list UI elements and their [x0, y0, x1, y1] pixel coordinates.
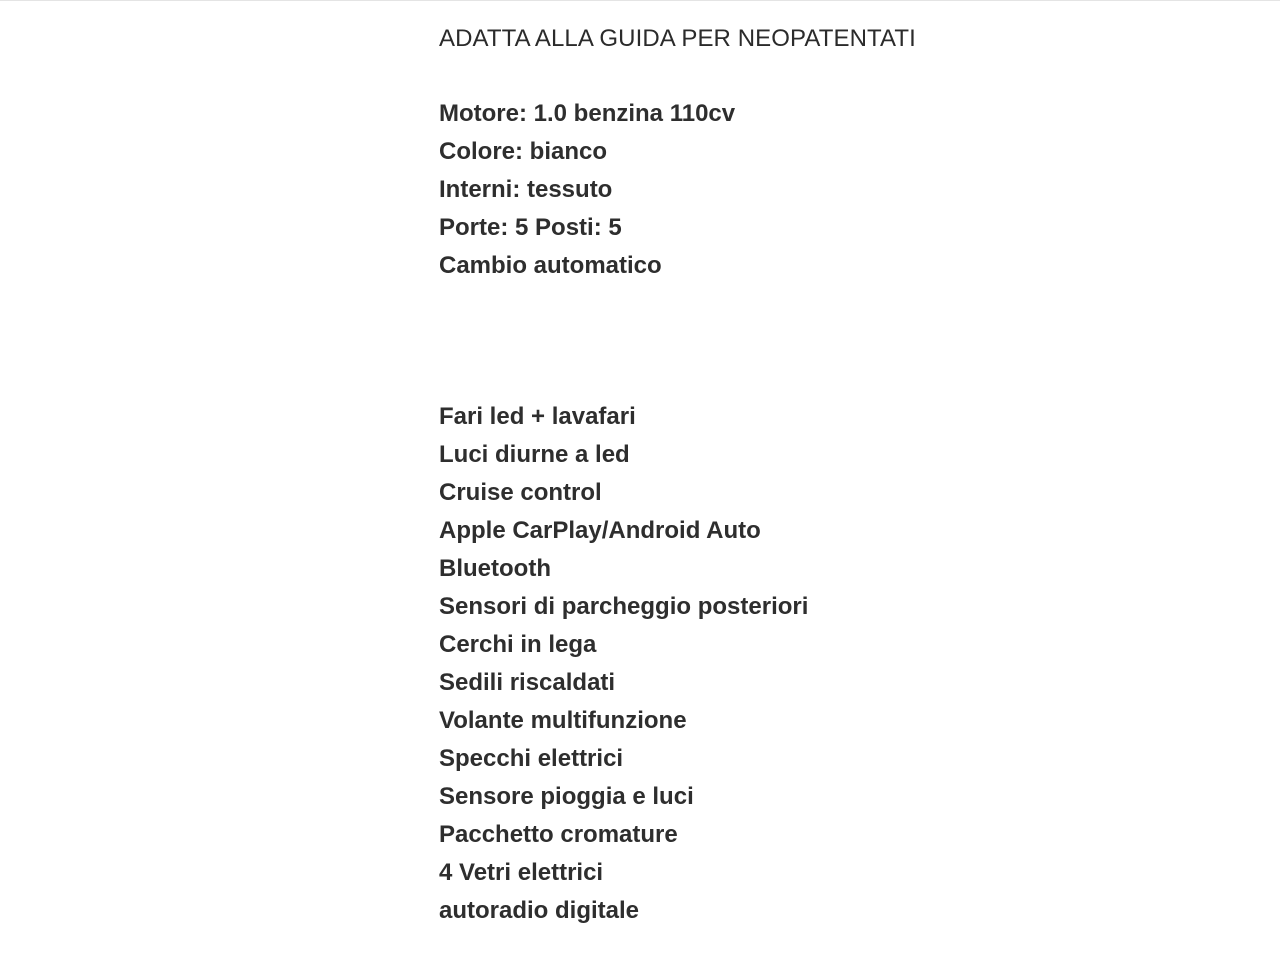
- feature-item: 4 Vetri elettrici: [439, 859, 604, 886]
- feature-item: Pacchetto cromature: [439, 821, 678, 848]
- note-heading: ADATTA ALLA GUIDA PER NEOPATENTATI: [439, 25, 916, 52]
- spec-line-doors-seats: Porte: 5 Posti: 5: [439, 214, 622, 241]
- feature-item: Specchi elettrici: [439, 745, 624, 772]
- feature-item: Bluetooth: [439, 555, 551, 582]
- spec-line-interior: Interni: tessuto: [439, 176, 613, 203]
- feature-item: Apple CarPlay/Android Auto: [439, 517, 761, 544]
- top-divider: [0, 0, 1280, 1]
- feature-item: Volante multifunzione: [439, 707, 687, 734]
- specs-list: [439, 95, 735, 285]
- feature-item: Sedili riscaldati: [439, 669, 616, 696]
- feature-item: autoradio digitale: [439, 897, 640, 924]
- feature-item: Luci diurne a led: [439, 441, 630, 468]
- spec-line-engine: Motore: 1.0 benzina 110cv: [439, 100, 736, 127]
- spec-line-transmission: Cambio automatico: [439, 252, 662, 279]
- feature-item: Cruise control: [439, 479, 602, 506]
- feature-item: Sensori di parcheggio posteriori: [439, 593, 809, 620]
- feature-item: Cerchi in lega: [439, 631, 597, 658]
- feature-item: Sensore pioggia e luci: [439, 783, 694, 810]
- spec-line-color: Colore: bianco: [439, 138, 608, 165]
- feature-item: Fari led + lavafari: [439, 403, 636, 430]
- features-list: [439, 398, 808, 930]
